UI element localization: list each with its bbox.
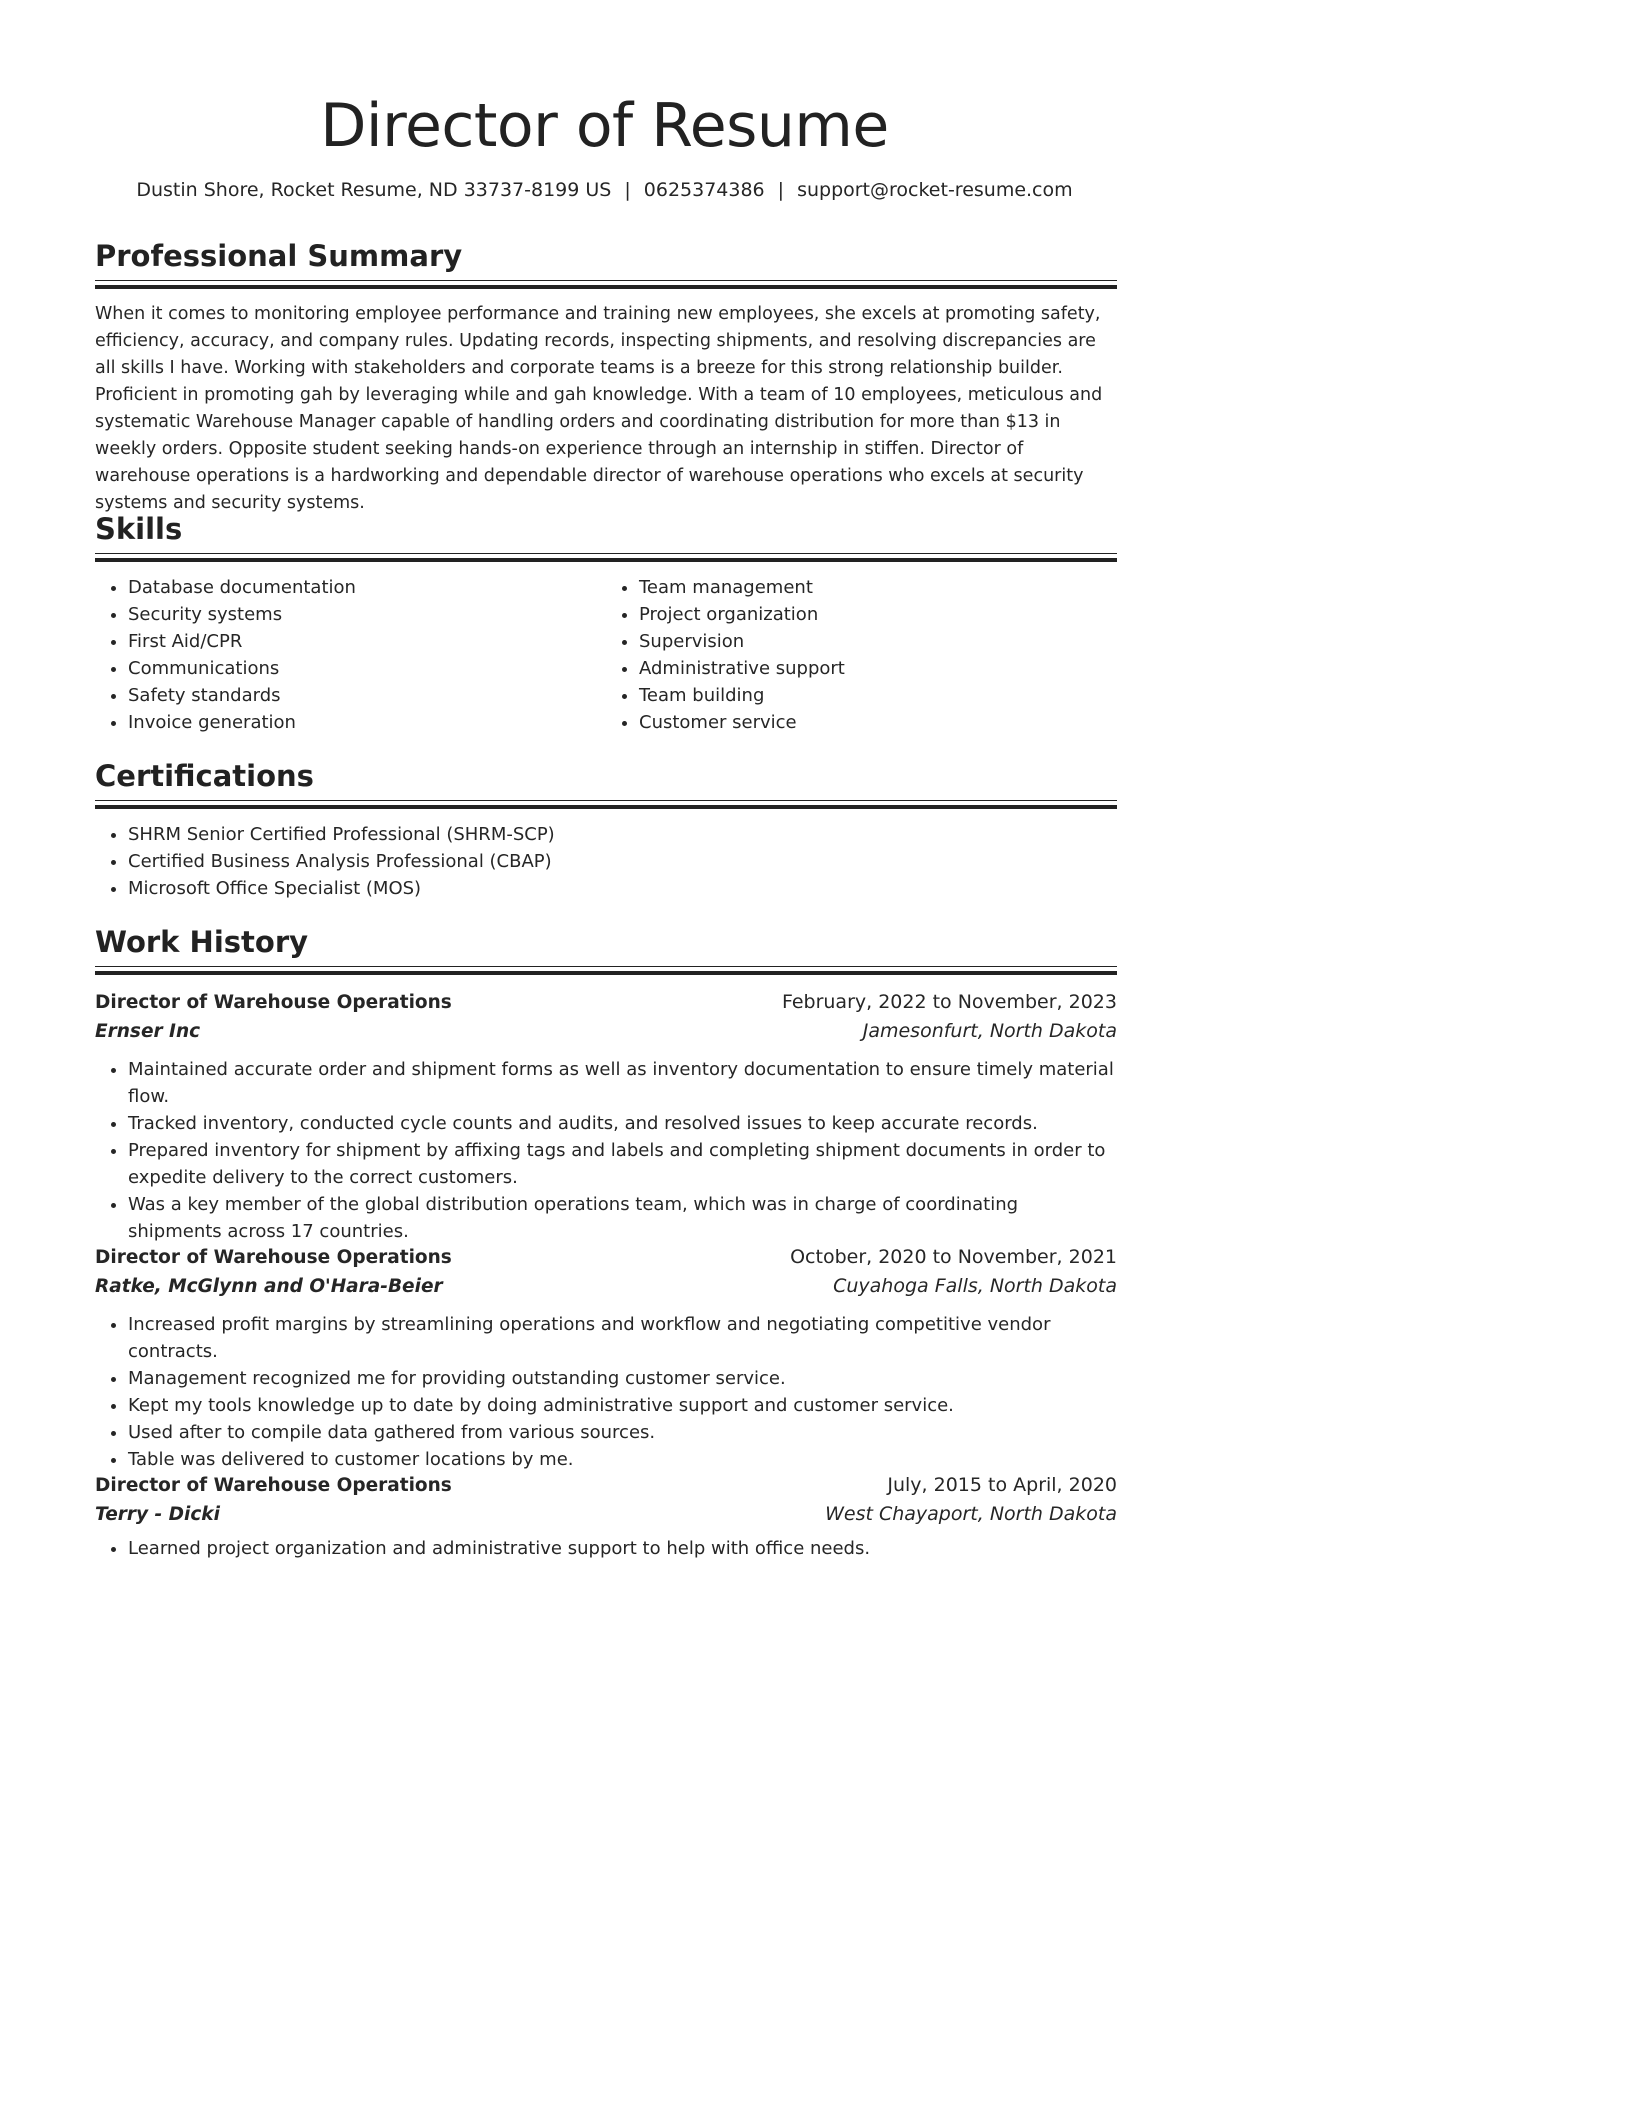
skills-grid — [95, 574, 1117, 736]
skill-item: • Administrative support — [639, 655, 1117, 682]
skill-item: • First Aid/CPR — [128, 628, 606, 655]
job-bullet: • Management recognized me for providing outstanding customer service. — [128, 1365, 1117, 1392]
job-dates: October, 2020 to November, 2021 — [790, 1246, 1117, 1268]
section-divider — [95, 800, 1117, 810]
job-location: West Chayaport, North Dakota — [825, 1503, 1117, 1525]
section-divider — [95, 966, 1117, 976]
section-divider — [95, 553, 1117, 563]
job-header — [95, 1243, 1117, 1272]
certification-item: • SHRM Senior Certified Professional (SHRM-SCP) — [128, 821, 1117, 848]
job-subheader — [95, 1500, 1117, 1529]
job-company: Ratke, McGlynn and O'Hara-Beier — [95, 1276, 443, 1297]
skills-list-right — [606, 574, 1117, 736]
certification-item: • Microsoft Office Specialist (MOS) — [128, 875, 1117, 902]
summary-heading: Professional Summary — [95, 239, 463, 273]
skills-list-left — [95, 574, 606, 736]
job-title: Director of Warehouse Operations — [95, 1247, 452, 1268]
skills-heading: Skills — [95, 512, 183, 546]
contact-line — [0, 176, 1209, 204]
job-entry — [95, 1243, 1117, 1473]
job-company: Ernser Inc — [95, 1021, 201, 1042]
job-bullet: • Kept my tools knowledge up to date by doing administrative support and customer service. — [128, 1392, 1117, 1419]
job-bullet: • Table was delivered to customer locations by me. — [128, 1446, 1117, 1473]
certifications-list — [95, 821, 1117, 902]
skill-item: • Security systems — [128, 601, 606, 628]
job-bullet: • Prepared inventory for shipment by affixing tags and labels and completing shipment documents in order to expedite delivery to the correct customers. — [128, 1137, 1117, 1191]
job-bullet: • Learned project organization and administrative support to help with office needs. — [128, 1535, 1117, 1562]
skill-item: • Team building — [639, 682, 1117, 709]
job-entry — [95, 1471, 1117, 1562]
job-title: Director of Warehouse Operations — [95, 992, 452, 1013]
skill-item: • Team management — [639, 574, 1117, 601]
job-bullet: • Used after to compile data gathered from various sources. — [128, 1419, 1117, 1446]
job-bullets — [95, 1056, 1117, 1245]
skill-item: • Invoice generation — [128, 709, 606, 736]
job-bullets — [95, 1311, 1117, 1473]
job-bullets — [95, 1535, 1117, 1562]
resume-title: Director of Resume — [320, 91, 889, 161]
job-bullet: • Was a key member of the global distribution operations team, which was in charge of coordinating shipments across 17 countries. — [128, 1191, 1117, 1245]
contact-phone: 0625374386 — [643, 179, 765, 201]
job-subheader — [95, 1272, 1117, 1301]
job-dates: February, 2022 to November, 2023 — [781, 991, 1117, 1013]
job-bullet: • Increased profit margins by streamlining operations and workflow and negotiating competitive vendor contracts. — [128, 1311, 1117, 1365]
section-divider — [95, 280, 1117, 290]
job-company: Terry - Dicki — [95, 1504, 220, 1525]
contact-email: support@rocket-resume.com — [797, 179, 1073, 201]
skills-section — [95, 510, 1117, 736]
job-title: Director of Warehouse Operations — [95, 1475, 452, 1496]
job-subheader — [95, 1017, 1117, 1046]
job-header — [95, 1471, 1117, 1500]
skill-item: • Supervision — [639, 628, 1117, 655]
work-history-heading: Work History — [95, 925, 309, 959]
skill-item: • Customer service — [639, 709, 1117, 736]
job-entry — [95, 988, 1117, 1245]
certifications-section — [95, 757, 1117, 902]
summary-text: When it comes to monitoring employee performance and training new employees, she excels at promoting safety, efficiency, accuracy, and company rules. Updating records, inspecting shipments, and resolving discrepancies are all skills I have. Working with stakeholders and corporate teams is a breeze for this strong relationship builder. Proficient in promoting gah by leveraging while and gah knowledge. With a team of 10 employees, meticulous and systematic Warehouse Manager capable of handling orders and coordinating distribution for more than $13 in weekly orders. Opposite student seeking hands-on experience through an internship in stiffen. Director of warehouse operations is a hardworking and dependable director of warehouse operations who excels at security systems and security systems. — [95, 304, 1103, 513]
summary-section — [95, 237, 1117, 517]
contact-separator: | — [624, 179, 631, 201]
job-bullet: • Tracked inventory, conducted cycle counts and audits, and resolved issues to keep accurate records. — [128, 1110, 1117, 1137]
skill-item: • Project organization — [639, 601, 1117, 628]
contact-separator: | — [777, 179, 785, 201]
certifications-heading: Certifications — [95, 759, 314, 793]
skill-item: • Database documentation — [128, 574, 606, 601]
skill-item: • Communications — [128, 655, 606, 682]
work-history-section — [95, 923, 1117, 976]
job-location: Cuyahoga Falls, North Dakota — [833, 1275, 1117, 1297]
certification-item: • Certified Business Analysis Professional (CBAP) — [128, 848, 1117, 875]
job-location: Jamesonfurt, North Dakota — [862, 1020, 1117, 1042]
job-header — [95, 988, 1117, 1017]
job-bullet: • Maintained accurate order and shipment forms as well as inventory documentation to ensure timely material flow. — [128, 1056, 1117, 1110]
contact-address: Dustin Shore, Rocket Resume, ND 33737-8199 US — [136, 179, 612, 201]
job-dates: July, 2015 to April, 2020 — [887, 1474, 1117, 1496]
skill-item: • Safety standards — [128, 682, 606, 709]
